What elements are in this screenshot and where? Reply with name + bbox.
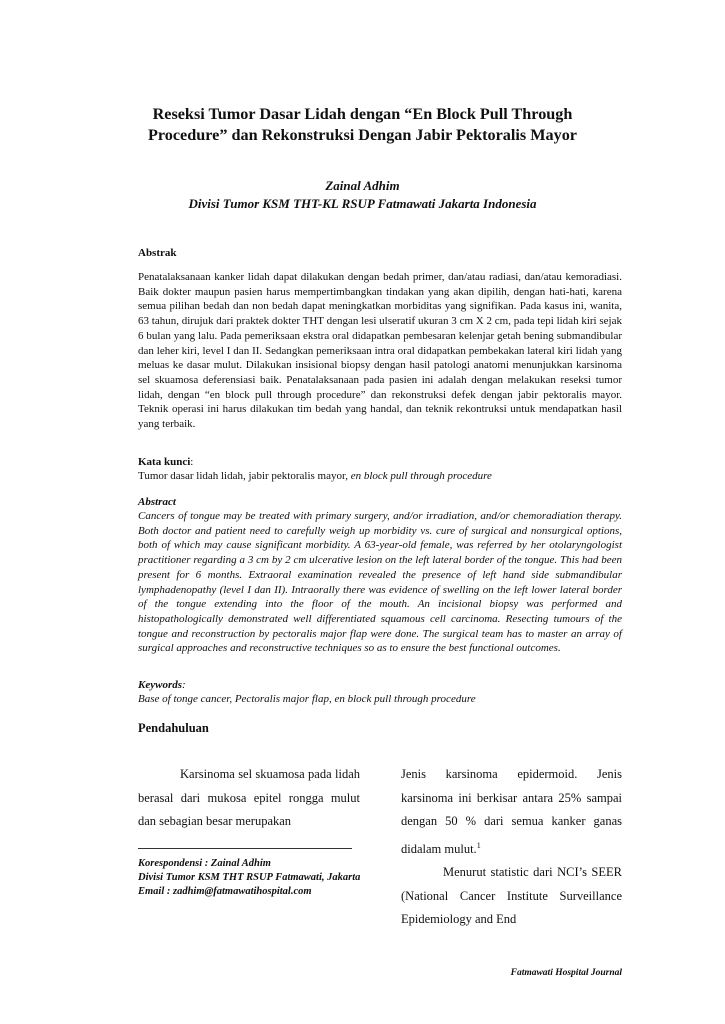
abstrak-text: Penatalaksanaan kanker lidah dapat dilakukan dengan bedah primer, dan/atau radiasi, dan/atau kemoradiasi. Baik dokter maupun pasien harus mempertimbangkan tindakan yang akan dipilih, dengan hati-hati, karena semua pilihan bedah dan non bedah dapat meningkatkan morbiditas yang signifikan. Pada kasus ini, wanita, 63 tahun, dirujuk dari praktek dokter THT dengan lesi ulseratif ukuran 3 cm X 2 cm, pada tepi lidah kiri sejak 6 bulan yang lalu. Pada pemeriksaan ekstra oral didapatkan pembesaran kelenjar getah bening submandibular dan leher kiri, level I dan II. Sedangkan pemeriksaan intra oral didapatkan pembekakan lateral kiri lidah yang meluas ke dasar mulut. Dilakukan insisional biopsy dengan hasil patologi anatomi menunjukkan karsinoma sel skuamosa deferensiasi baik. Penatalaksanaan pada pasien ini adalah dengan melakukan reseksi tumor lidah, dengan “en block pull through procedure” dan rekonstruksi defek dengan jabir pektoralis mayor. Teknik operasi ini harus dilakukan tim bedah yang handal, dan teknik rekontruksi untuk mendapatkan hasil yang terbaik. <box>138 271 622 431</box>
abstract-heading: Abstract <box>138 496 176 508</box>
title-line-2: Procedure” dan Rekonstruksi Dengan Jabir Pektoralis Mayor <box>148 126 577 144</box>
abstract-text: Cancers of tongue may be treated with primary surgery, and/or irradiation, and/or chemoradiation therapy. Both doctor and patient need to carefully weigh up morbidity vs. cure of surgical and nonsurgical options, both of which may cause significant morbidity. A 63-year-old female, was referred by her otolaryngologist practitioner regarding a 3 cm by 2 cm ulcerative lesion on the left lateral border of the tongue. This had been present for 6 months. Extraoral examination revealed the presence of left hand side submandibular lymphadenopathy (level I dan II). Intraorally there was evidence of swelling on the left lower lateral border of the tongue extending into the floor of the mouth. An incisional biopsy was performed and histopathologically demonstrated well differentiated squamous cell carcinoma. Resecting tumours of the tongue and reconstruction by pectoralis major flap were done. The surgical team has to master an array of surgical approaches and reconstructive techniques so as to ensure the best functional outcomes. <box>138 510 622 655</box>
kata-kunci-text <box>138 469 622 484</box>
kata-kunci-heading-line <box>138 455 622 470</box>
right-para-1-text: Jenis karsinoma epidermoid. Jenis karsinoma ini berkisar antara 25% sampai dengan 50 % dari semua kanker ganas didalam mulut. <box>401 767 622 856</box>
right-column-paragraph-1 <box>401 763 622 861</box>
correspondence-line-2: Divisi Tumor KSM THT RSUP Fatmawati, Jakarta <box>138 872 361 883</box>
right-column-paragraph-2: Menurut statistic dari NCI’s SEER (National Cancer Institute Surveillance Epidemiology and End <box>401 865 622 927</box>
keywords-heading-line <box>138 678 622 693</box>
correspondence-email: Email : zadhim@fatmawatihospital.com <box>138 886 312 897</box>
keywords-colon: : <box>182 679 186 691</box>
abstrak-heading: Abstrak <box>138 247 177 259</box>
keywords-heading: Keywords <box>138 679 182 691</box>
right-column <box>401 763 622 932</box>
left-column <box>138 763 360 834</box>
author-affiliation: Divisi Tumor KSM THT-KL RSUP Fatmawati Jakarta Indonesia <box>188 196 537 211</box>
keywords-text: Base of tonge cancer, Pectoralis major flap, en block pull through procedure <box>138 693 476 705</box>
pendahuluan-heading: Pendahuluan <box>138 721 209 735</box>
footnote-rule <box>138 848 352 849</box>
kata-kunci-colon: : <box>190 456 194 468</box>
paper-title <box>120 104 605 146</box>
journal-footer: Fatmawati Hospital Journal <box>510 968 622 978</box>
citation-superscript: 1 <box>476 840 481 850</box>
author-name: Zainal Adhim <box>325 178 400 193</box>
correspondence-line-1: Korespondensi : Zainal Adhim <box>138 858 271 869</box>
kata-kunci-heading: Kata kunci <box>138 456 191 468</box>
kata-kunci-plain: Tumor dasar lidah lidah, jabir pektoralis mayor, <box>138 470 351 482</box>
kata-kunci-italic: en block pull through procedure <box>350 470 492 482</box>
left-column-paragraph: Karsinoma sel skuamosa pada lidah berasal dari mukosa epitel rongga mulut dan sebagian besar merupakan <box>138 767 360 828</box>
correspondence-block <box>138 857 368 899</box>
title-line-1: Reseksi Tumor Dasar Lidah dengan “En Block Pull Through <box>152 105 573 123</box>
